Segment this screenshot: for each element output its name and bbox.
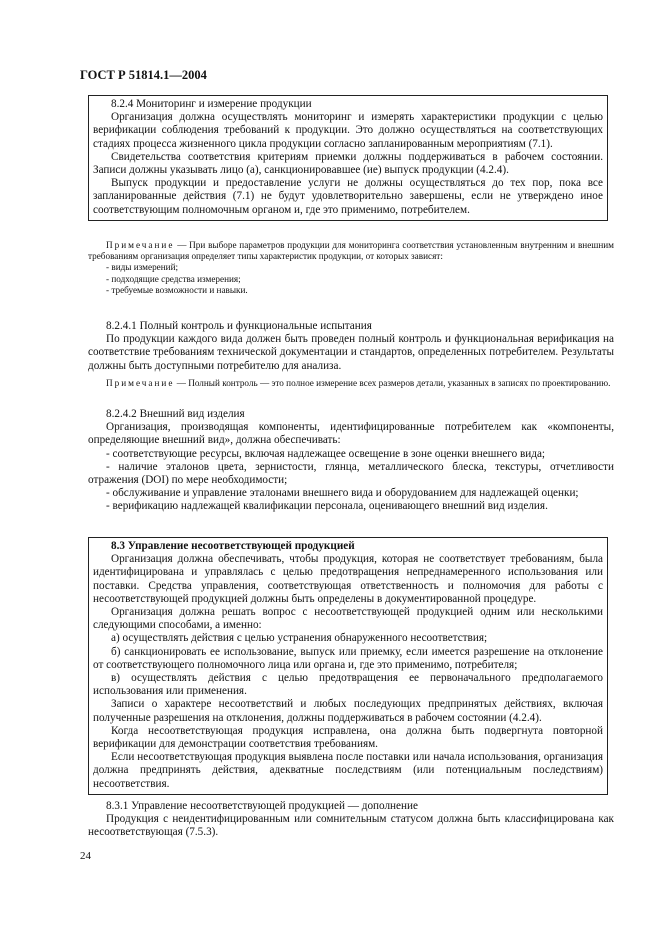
section-8-3-box [88,537,608,795]
paragraph: Организация, производящая компоненты, идентифицированные потребителем как «компоненты, определяющие внешний вид», должна обеспечивать: [88,421,614,447]
list-item: - верификацию надлежащей квалификации персонала, оценивающего внешний вид изделия. [106,500,548,513]
list-item: в) осуществлять действия с целью предотвращения ее первоначального предполагаемого использования или применения. [93,672,603,698]
section-8-2-4-1 [88,320,614,373]
section-8-3-1 [88,800,614,840]
note-label: Примечание [106,240,175,250]
section-heading: 8.2.4.2 Внешний вид изделия [106,408,245,420]
section-heading: 8.2.4 Мониторинг и измерение продукции [111,98,312,110]
paragraph: Свидетельства соответствия критериям приемки должны поддерживаться в рабочем состоянии. Записи должны указывать лицо (а), санкционировавшее (ие) выпуск продукции (4.2.4). [93,150,603,177]
section-8-2-4-2 [88,408,614,514]
list-item: а) осуществлять действия с целью устранения обнаруженного несоответствия; [111,632,488,645]
paragraph: Выпуск продукции и предоставление услуги не должны осуществляться до тех пор, пока все запланированные действия (7.1) не будут удовлетворительно завершены, если не утверждено иное соответствующим полномочным органом и, где это применимо, потребителем. [93,177,603,216]
section-heading: 8.2.4.1 Полный контроль и функциональные испытания [106,320,372,332]
document-header: ГОСТ Р 51814.1—2004 [80,68,207,82]
note-item: - подходящие средства измерения; [106,273,241,284]
note-label: Примечание [106,378,175,388]
note-text: — Полный контроль — это полное измерение всех размеров детали, указанных в записях по проектированию. [174,378,611,388]
paragraph: Продукция с неидентифицированным или сомнительным статусом должна быть классифицирована как несоответствующая (7.5.3). [88,813,614,839]
list-item: - соответствующие ресурсы, включая надлежащее освещение в зоне оценки внешнего вида; [106,447,546,460]
list-item: - наличие эталонов цвета, зернистости, глянца, металлического блеска, текстуры, отчетливости отражения (DOI) по мере необходимости; [88,460,614,487]
note-1 [88,240,614,296]
paragraph: Записи о характере несоответствий и любых последующих предпринятых действиях, включая полученные разрешения на отклонения, должны поддерживаться в рабочем состоянии (4.2.4). [93,698,603,724]
paragraph: Организация должна решать вопрос с несоответствующей продукцией одним или несколькими следующими способами, а именно: [93,606,603,632]
paragraph: Когда несоответствующая продукция исправлена, она должна быть подвергнута повторной верификации для демонстрации соответствия требованиям. [93,724,603,751]
paragraph: По продукции каждого вида должен быть проведен полный контроль и функциональная верификация на соответствие требованиям технической документации и стандартов, определенных потребителем. Результаты должны быть доступными потребителю для анализа. [88,333,614,372]
note-item: - виды измерений; [106,262,179,273]
list-item: б) санкционировать ее использование, выпуск или приемку, если имеется разрешение на отклонение от соответствующего полномочного лица или органа и, где это применимо, потребителя; [93,645,603,671]
note-2 [88,378,614,389]
list-item: - обслуживание и управление эталонами внешнего вида и оборудованием для надлежащей оценки; [106,487,579,500]
paragraph: Организация должна обеспечивать, чтобы продукция, которая не соответствует требованиям, была идентифицирована и управлялась с целью предотвращения непреднамеренного использования или поставки. Средства управления, соответствующая ответственность и полномочия для работы с несоответствующей продукцией должны быть определены в документированной процедуре. [93,553,603,605]
page-number: 24 [80,850,91,862]
section-heading: 8.3.1 Управление несоответствующей продукцией — дополнение [106,800,418,812]
note-item: - требуемые возможности и навыки. [106,284,248,295]
note-text: — При выборе параметров продукции для мониторинга соответствия установленным внутренним и внешним требованиям организация определяет типы характеристик продукции, от которых зависят: [88,240,614,262]
section-8-2-4-box [88,95,608,221]
section-heading: 8.3 Управление несоответствующей продукцией [111,540,355,552]
paragraph: Если несоответствующая продукция выявлена после поставки или начала использования, организация должна предпринять действия, адекватные последствиям (или потенциальным последствиям) несоответствия. [93,751,603,790]
paragraph: Организация должна осуществлять мониторинг и измерять характеристики продукции с целью верификации соблюдения требований к продукции. Это должно осуществляться на соответствующих стадиях процесса жизненного цикла продукции согласно запланированным мероприятиям (7.1). [93,111,603,150]
